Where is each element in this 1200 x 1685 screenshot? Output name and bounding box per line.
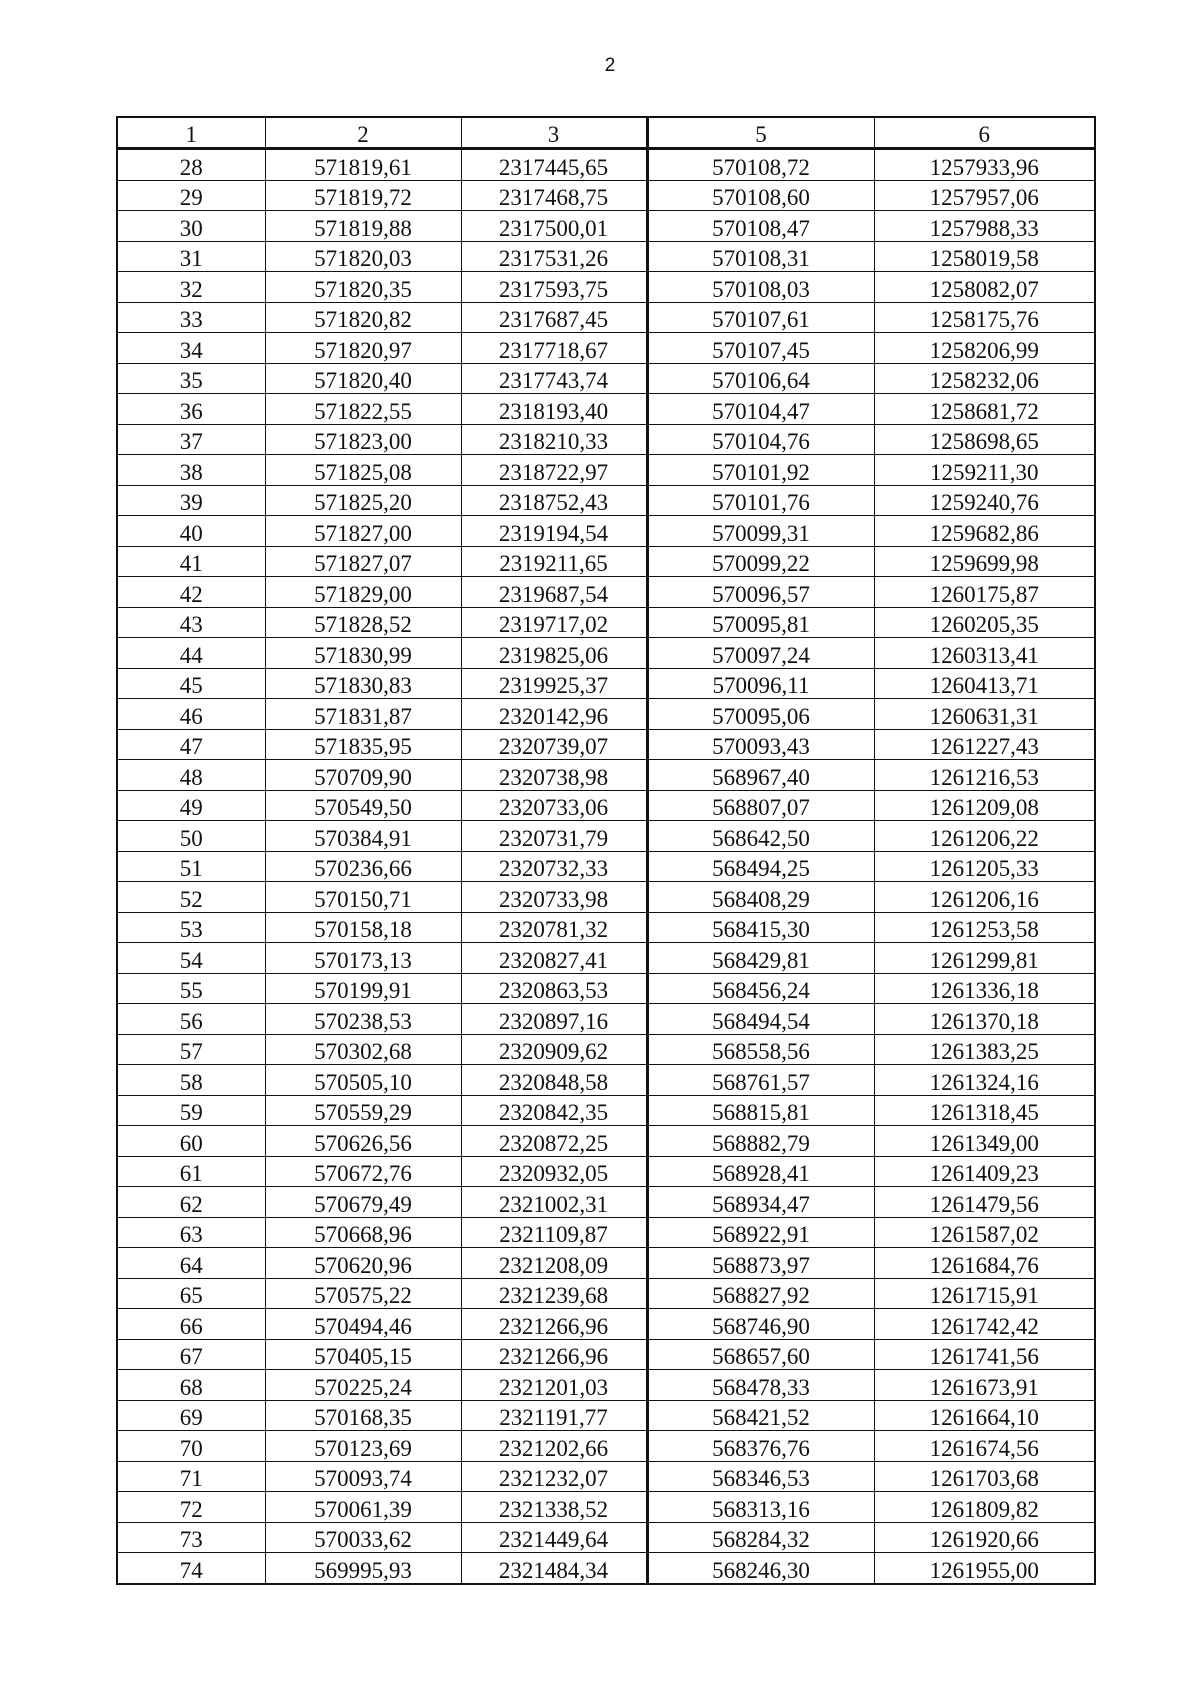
point-number-cell: 65 <box>117 1278 265 1309</box>
table-row <box>117 1126 1095 1157</box>
y-coord-cell: 2317500,01 <box>461 211 647 242</box>
table-row <box>117 943 1095 974</box>
y2-coord-cell: 1259211,30 <box>874 455 1095 486</box>
y-coord-cell: 2321002,31 <box>461 1187 647 1218</box>
point-number-cell: 28 <box>117 149 265 181</box>
x2-coord-cell: 568922,91 <box>647 1217 874 1248</box>
table-row <box>117 363 1095 394</box>
point-number-cell: 58 <box>117 1065 265 1096</box>
x2-coord-cell: 568421,52 <box>647 1400 874 1431</box>
table-row <box>117 912 1095 943</box>
x2-coord-cell: 568657,60 <box>647 1339 874 1370</box>
table-header <box>117 117 1095 149</box>
x2-coord-cell: 570108,60 <box>647 180 874 211</box>
x2-coord-cell: 568967,40 <box>647 760 874 791</box>
y-coord-cell: 2319925,37 <box>461 668 647 699</box>
y2-coord-cell: 1261684,76 <box>874 1248 1095 1279</box>
x2-coord-cell: 568478,33 <box>647 1370 874 1401</box>
table-row <box>117 882 1095 913</box>
x-coord-cell: 570668,96 <box>265 1217 461 1248</box>
x-coord-cell: 570672,76 <box>265 1156 461 1187</box>
x2-coord-cell: 568456,24 <box>647 973 874 1004</box>
header-row <box>117 117 1095 149</box>
table-row <box>117 272 1095 303</box>
y2-coord-cell: 1261673,91 <box>874 1370 1095 1401</box>
y2-coord-cell: 1261742,42 <box>874 1309 1095 1340</box>
x-coord-cell: 571820,97 <box>265 333 461 364</box>
x-coord-cell: 571822,55 <box>265 394 461 425</box>
y-coord-cell: 2321239,68 <box>461 1278 647 1309</box>
y2-coord-cell: 1257957,06 <box>874 180 1095 211</box>
x2-coord-cell: 570097,24 <box>647 638 874 669</box>
point-number-cell: 68 <box>117 1370 265 1401</box>
x2-coord-cell: 568415,30 <box>647 912 874 943</box>
y2-coord-cell: 1261664,10 <box>874 1400 1095 1431</box>
y2-coord-cell: 1260175,87 <box>874 577 1095 608</box>
y2-coord-cell: 1261370,18 <box>874 1004 1095 1035</box>
point-number-cell: 49 <box>117 790 265 821</box>
x-coord-cell: 570679,49 <box>265 1187 461 1218</box>
x2-coord-cell: 568558,56 <box>647 1034 874 1065</box>
table-row <box>117 241 1095 272</box>
point-number-cell: 69 <box>117 1400 265 1431</box>
x-coord-cell: 570158,18 <box>265 912 461 943</box>
x-coord-cell: 570626,56 <box>265 1126 461 1157</box>
point-number-cell: 42 <box>117 577 265 608</box>
x2-coord-cell: 570108,47 <box>647 211 874 242</box>
y2-coord-cell: 1261318,45 <box>874 1095 1095 1126</box>
x-coord-cell: 570620,96 <box>265 1248 461 1279</box>
table-row <box>117 760 1095 791</box>
y-coord-cell: 2321208,09 <box>461 1248 647 1279</box>
x-coord-cell: 570549,50 <box>265 790 461 821</box>
point-number-cell: 40 <box>117 516 265 547</box>
y2-coord-cell: 1261216,53 <box>874 760 1095 791</box>
point-number-cell: 63 <box>117 1217 265 1248</box>
point-number-cell: 50 <box>117 821 265 852</box>
x-coord-cell: 570405,15 <box>265 1339 461 1370</box>
x-coord-cell: 570168,35 <box>265 1400 461 1431</box>
y-coord-cell: 2317445,65 <box>461 149 647 181</box>
y-coord-cell: 2321191,77 <box>461 1400 647 1431</box>
y2-coord-cell: 1261920,66 <box>874 1522 1095 1553</box>
table-row <box>117 790 1095 821</box>
y2-coord-cell: 1261205,33 <box>874 851 1095 882</box>
header-cell-col-5: 5 <box>647 117 874 149</box>
x2-coord-cell: 570104,76 <box>647 424 874 455</box>
x2-coord-cell: 570096,57 <box>647 577 874 608</box>
x2-coord-cell: 568246,30 <box>647 1553 874 1584</box>
point-number-cell: 32 <box>117 272 265 303</box>
y2-coord-cell: 1261587,02 <box>874 1217 1095 1248</box>
header-cell-col-6: 6 <box>874 117 1095 149</box>
table-row <box>117 1461 1095 1492</box>
table-row <box>117 1248 1095 1279</box>
y-coord-cell: 2321202,66 <box>461 1431 647 1462</box>
x-coord-cell: 569995,93 <box>265 1553 461 1584</box>
x2-coord-cell: 568313,16 <box>647 1492 874 1523</box>
x-coord-cell: 571831,87 <box>265 699 461 730</box>
y2-coord-cell: 1261809,82 <box>874 1492 1095 1523</box>
y-coord-cell: 2318193,40 <box>461 394 647 425</box>
x-coord-cell: 571830,83 <box>265 668 461 699</box>
point-number-cell: 67 <box>117 1339 265 1370</box>
point-number-cell: 35 <box>117 363 265 394</box>
point-number-cell: 39 <box>117 485 265 516</box>
x2-coord-cell: 570106,64 <box>647 363 874 394</box>
table-row <box>117 1156 1095 1187</box>
table-row <box>117 1522 1095 1553</box>
point-number-cell: 51 <box>117 851 265 882</box>
y2-coord-cell: 1261741,56 <box>874 1339 1095 1370</box>
point-number-cell: 72 <box>117 1492 265 1523</box>
y-coord-cell: 2317718,67 <box>461 333 647 364</box>
point-number-cell: 36 <box>117 394 265 425</box>
x-coord-cell: 571835,95 <box>265 729 461 760</box>
point-number-cell: 66 <box>117 1309 265 1340</box>
x-coord-cell: 571827,07 <box>265 546 461 577</box>
table-row <box>117 577 1095 608</box>
x-coord-cell: 571828,52 <box>265 607 461 638</box>
point-number-cell: 55 <box>117 973 265 1004</box>
table-row <box>117 607 1095 638</box>
point-number-cell: 56 <box>117 1004 265 1035</box>
x-coord-cell: 570236,66 <box>265 851 461 882</box>
x2-coord-cell: 570101,92 <box>647 455 874 486</box>
point-number-cell: 62 <box>117 1187 265 1218</box>
table-row <box>117 1217 1095 1248</box>
x-coord-cell: 570150,71 <box>265 882 461 913</box>
x2-coord-cell: 570095,81 <box>647 607 874 638</box>
table-row <box>117 211 1095 242</box>
table-row <box>117 149 1095 181</box>
y-coord-cell: 2321338,52 <box>461 1492 647 1523</box>
x2-coord-cell: 568807,07 <box>647 790 874 821</box>
x2-coord-cell: 570104,47 <box>647 394 874 425</box>
y-coord-cell: 2320932,05 <box>461 1156 647 1187</box>
y2-coord-cell: 1261299,81 <box>874 943 1095 974</box>
y-coord-cell: 2317743,74 <box>461 363 647 394</box>
table-row <box>117 699 1095 730</box>
y-coord-cell: 2320733,98 <box>461 882 647 913</box>
x-coord-cell: 570575,22 <box>265 1278 461 1309</box>
x-coord-cell: 571819,88 <box>265 211 461 242</box>
y2-coord-cell: 1258082,07 <box>874 272 1095 303</box>
x-coord-cell: 571819,72 <box>265 180 461 211</box>
point-number-cell: 43 <box>117 607 265 638</box>
x-coord-cell: 570033,62 <box>265 1522 461 1553</box>
y-coord-cell: 2318752,43 <box>461 485 647 516</box>
table-row <box>117 668 1095 699</box>
point-number-cell: 34 <box>117 333 265 364</box>
point-number-cell: 31 <box>117 241 265 272</box>
y-coord-cell: 2321201,03 <box>461 1370 647 1401</box>
table-row <box>117 302 1095 333</box>
y-coord-cell: 2317468,75 <box>461 180 647 211</box>
y2-coord-cell: 1261324,16 <box>874 1065 1095 1096</box>
y-coord-cell: 2320739,07 <box>461 729 647 760</box>
x2-coord-cell: 568815,81 <box>647 1095 874 1126</box>
y2-coord-cell: 1260205,35 <box>874 607 1095 638</box>
table-row <box>117 333 1095 364</box>
y-coord-cell: 2320863,53 <box>461 973 647 1004</box>
x-coord-cell: 570505,10 <box>265 1065 461 1096</box>
y2-coord-cell: 1257933,96 <box>874 149 1095 181</box>
y-coord-cell: 2319211,65 <box>461 546 647 577</box>
point-number-cell: 30 <box>117 211 265 242</box>
table-row <box>117 1065 1095 1096</box>
table-row <box>117 1187 1095 1218</box>
point-number-cell: 48 <box>117 760 265 791</box>
coordinates-table <box>116 116 1096 1585</box>
x2-coord-cell: 568408,29 <box>647 882 874 913</box>
y-coord-cell: 2318722,97 <box>461 455 647 486</box>
point-number-cell: 64 <box>117 1248 265 1279</box>
point-number-cell: 59 <box>117 1095 265 1126</box>
x-coord-cell: 570494,46 <box>265 1309 461 1340</box>
x-coord-cell: 571820,40 <box>265 363 461 394</box>
y2-coord-cell: 1261206,16 <box>874 882 1095 913</box>
y-coord-cell: 2321266,96 <box>461 1309 647 1340</box>
point-number-cell: 71 <box>117 1461 265 1492</box>
table-row <box>117 1553 1095 1584</box>
x2-coord-cell: 568376,76 <box>647 1431 874 1462</box>
y2-coord-cell: 1259682,86 <box>874 516 1095 547</box>
y-coord-cell: 2321109,87 <box>461 1217 647 1248</box>
y2-coord-cell: 1261674,56 <box>874 1431 1095 1462</box>
x-coord-cell: 570199,91 <box>265 973 461 1004</box>
y2-coord-cell: 1261209,08 <box>874 790 1095 821</box>
y2-coord-cell: 1260413,71 <box>874 668 1095 699</box>
point-number-cell: 38 <box>117 455 265 486</box>
y-coord-cell: 2317531,26 <box>461 241 647 272</box>
table-row <box>117 638 1095 669</box>
y-coord-cell: 2317593,75 <box>461 272 647 303</box>
x2-coord-cell: 568827,92 <box>647 1278 874 1309</box>
header-cell-col-1: 1 <box>117 117 265 149</box>
table-row <box>117 1431 1095 1462</box>
y-coord-cell: 2320909,62 <box>461 1034 647 1065</box>
y-coord-cell: 2319717,02 <box>461 607 647 638</box>
header-cell-col-3: 3 <box>461 117 647 149</box>
y-coord-cell: 2320897,16 <box>461 1004 647 1035</box>
y2-coord-cell: 1258019,58 <box>874 241 1095 272</box>
point-number-cell: 61 <box>117 1156 265 1187</box>
x-coord-cell: 571820,03 <box>265 241 461 272</box>
y2-coord-cell: 1260313,41 <box>874 638 1095 669</box>
x-coord-cell: 570225,24 <box>265 1370 461 1401</box>
y2-coord-cell: 1261383,25 <box>874 1034 1095 1065</box>
table-row <box>117 180 1095 211</box>
table-row <box>117 1400 1095 1431</box>
y-coord-cell: 2320827,41 <box>461 943 647 974</box>
table-row <box>117 851 1095 882</box>
point-number-cell: 74 <box>117 1553 265 1584</box>
point-number-cell: 52 <box>117 882 265 913</box>
point-number-cell: 57 <box>117 1034 265 1065</box>
x2-coord-cell: 570093,43 <box>647 729 874 760</box>
y2-coord-cell: 1258206,99 <box>874 333 1095 364</box>
y-coord-cell: 2320732,33 <box>461 851 647 882</box>
y-coord-cell: 2321232,07 <box>461 1461 647 1492</box>
y2-coord-cell: 1261253,58 <box>874 912 1095 943</box>
y2-coord-cell: 1258698,65 <box>874 424 1095 455</box>
point-number-cell: 44 <box>117 638 265 669</box>
point-number-cell: 45 <box>117 668 265 699</box>
x2-coord-cell: 570108,72 <box>647 149 874 181</box>
y-coord-cell: 2321484,34 <box>461 1553 647 1584</box>
x2-coord-cell: 568494,54 <box>647 1004 874 1035</box>
table-row <box>117 1370 1095 1401</box>
point-number-cell: 53 <box>117 912 265 943</box>
x-coord-cell: 571823,00 <box>265 424 461 455</box>
y-coord-cell: 2320872,25 <box>461 1126 647 1157</box>
y2-coord-cell: 1258232,06 <box>874 363 1095 394</box>
table-row <box>117 729 1095 760</box>
x-coord-cell: 571830,99 <box>265 638 461 669</box>
y2-coord-cell: 1260631,31 <box>874 699 1095 730</box>
y2-coord-cell: 1261206,22 <box>874 821 1095 852</box>
y2-coord-cell: 1258175,76 <box>874 302 1095 333</box>
y2-coord-cell: 1261955,00 <box>874 1553 1095 1584</box>
y-coord-cell: 2321449,64 <box>461 1522 647 1553</box>
y2-coord-cell: 1261349,00 <box>874 1126 1095 1157</box>
table-row <box>117 973 1095 1004</box>
x-coord-cell: 570061,39 <box>265 1492 461 1523</box>
x-coord-cell: 570302,68 <box>265 1034 461 1065</box>
y-coord-cell: 2320848,58 <box>461 1065 647 1096</box>
x-coord-cell: 571820,35 <box>265 272 461 303</box>
point-number-cell: 37 <box>117 424 265 455</box>
x2-coord-cell: 570108,31 <box>647 241 874 272</box>
table-row <box>117 485 1095 516</box>
y2-coord-cell: 1257988,33 <box>874 211 1095 242</box>
y-coord-cell: 2320842,35 <box>461 1095 647 1126</box>
point-number-cell: 60 <box>117 1126 265 1157</box>
x2-coord-cell: 568873,97 <box>647 1248 874 1279</box>
y2-coord-cell: 1261715,91 <box>874 1278 1095 1309</box>
table-row <box>117 1309 1095 1340</box>
y-coord-cell: 2319687,54 <box>461 577 647 608</box>
x2-coord-cell: 570107,45 <box>647 333 874 364</box>
table-row <box>117 394 1095 425</box>
x-coord-cell: 570093,74 <box>265 1461 461 1492</box>
x2-coord-cell: 568746,90 <box>647 1309 874 1340</box>
point-number-cell: 46 <box>117 699 265 730</box>
point-number-cell: 41 <box>117 546 265 577</box>
point-number-cell: 47 <box>117 729 265 760</box>
y2-coord-cell: 1261703,68 <box>874 1461 1095 1492</box>
y2-coord-cell: 1258681,72 <box>874 394 1095 425</box>
x-coord-cell: 570123,69 <box>265 1431 461 1462</box>
y2-coord-cell: 1261479,56 <box>874 1187 1095 1218</box>
x2-coord-cell: 570099,31 <box>647 516 874 547</box>
x2-coord-cell: 568346,53 <box>647 1461 874 1492</box>
table-row <box>117 546 1095 577</box>
y-coord-cell: 2320738,98 <box>461 760 647 791</box>
x-coord-cell: 570384,91 <box>265 821 461 852</box>
y-coord-cell: 2320781,32 <box>461 912 647 943</box>
y-coord-cell: 2319825,06 <box>461 638 647 669</box>
x-coord-cell: 571825,20 <box>265 485 461 516</box>
x-coord-cell: 571820,82 <box>265 302 461 333</box>
table-row <box>117 821 1095 852</box>
x-coord-cell: 571819,61 <box>265 149 461 181</box>
x2-coord-cell: 568429,81 <box>647 943 874 974</box>
table-row <box>117 1278 1095 1309</box>
point-number-cell: 70 <box>117 1431 265 1462</box>
point-number-cell: 54 <box>117 943 265 974</box>
x2-coord-cell: 568882,79 <box>647 1126 874 1157</box>
x-coord-cell: 571829,00 <box>265 577 461 608</box>
table-row <box>117 1492 1095 1523</box>
x2-coord-cell: 570108,03 <box>647 272 874 303</box>
table-body <box>117 149 1095 1584</box>
table-row <box>117 1095 1095 1126</box>
x2-coord-cell: 568642,50 <box>647 821 874 852</box>
y-coord-cell: 2319194,54 <box>461 516 647 547</box>
point-number-cell: 73 <box>117 1522 265 1553</box>
y-coord-cell: 2320733,06 <box>461 790 647 821</box>
x2-coord-cell: 568761,57 <box>647 1065 874 1096</box>
y-coord-cell: 2320142,96 <box>461 699 647 730</box>
y2-coord-cell: 1261409,23 <box>874 1156 1095 1187</box>
header-cell-col-2: 2 <box>265 117 461 149</box>
y-coord-cell: 2321266,96 <box>461 1339 647 1370</box>
table-row <box>117 455 1095 486</box>
table-row <box>117 516 1095 547</box>
y-coord-cell: 2320731,79 <box>461 821 647 852</box>
table-row <box>117 1339 1095 1370</box>
x-coord-cell: 570173,13 <box>265 943 461 974</box>
x-coord-cell: 571827,00 <box>265 516 461 547</box>
x-coord-cell: 570559,29 <box>265 1095 461 1126</box>
y2-coord-cell: 1261336,18 <box>874 973 1095 1004</box>
x2-coord-cell: 570096,11 <box>647 668 874 699</box>
x2-coord-cell: 570099,22 <box>647 546 874 577</box>
table-row <box>117 1004 1095 1035</box>
x2-coord-cell: 570095,06 <box>647 699 874 730</box>
y2-coord-cell: 1259699,98 <box>874 546 1095 577</box>
table-row <box>117 1034 1095 1065</box>
y2-coord-cell: 1261227,43 <box>874 729 1095 760</box>
x2-coord-cell: 568494,25 <box>647 851 874 882</box>
x-coord-cell: 570709,90 <box>265 760 461 791</box>
point-number-cell: 29 <box>117 180 265 211</box>
y-coord-cell: 2317687,45 <box>461 302 647 333</box>
y2-coord-cell: 1259240,76 <box>874 485 1095 516</box>
table-row <box>117 424 1095 455</box>
x-coord-cell: 570238,53 <box>265 1004 461 1035</box>
y-coord-cell: 2318210,33 <box>461 424 647 455</box>
x2-coord-cell: 568284,32 <box>647 1522 874 1553</box>
point-number-cell: 33 <box>117 302 265 333</box>
x2-coord-cell: 568928,41 <box>647 1156 874 1187</box>
x-coord-cell: 571825,08 <box>265 455 461 486</box>
page-number: 2 <box>604 55 616 76</box>
x2-coord-cell: 570101,76 <box>647 485 874 516</box>
x2-coord-cell: 568934,47 <box>647 1187 874 1218</box>
x2-coord-cell: 570107,61 <box>647 302 874 333</box>
